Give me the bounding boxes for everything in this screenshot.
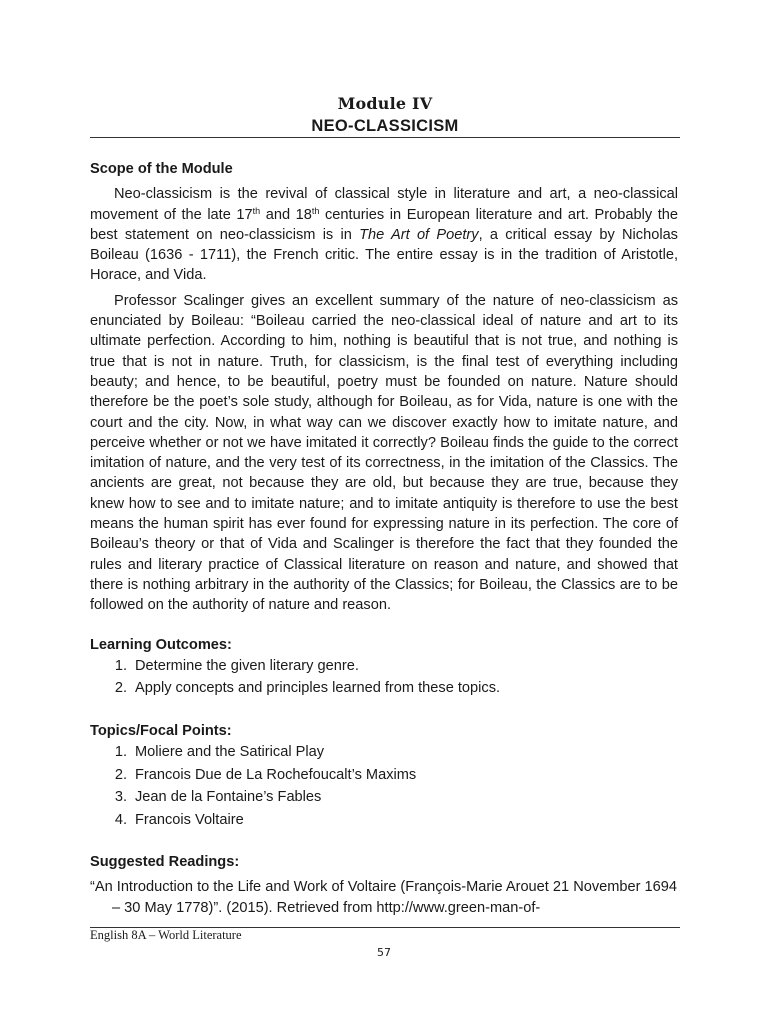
list-number: 3. xyxy=(114,789,127,806)
list-item xyxy=(90,655,678,678)
module-title: NEO-CLASSICISM xyxy=(311,117,459,135)
list-number: 4. xyxy=(114,811,127,828)
outcomes-list xyxy=(90,655,678,700)
reading-entry: “An Introduction to the Life and Work of Voltaire (François-Marie Arouet 21 November 1694 – 30 May 1778)”. (2015). Retrieved from http://www.green-man-of- xyxy=(90,879,678,916)
list-text: Francois Due de La Rochefoucalt’s Maxims xyxy=(135,766,417,783)
list-text: Apply concepts and principles learned from these topics. xyxy=(135,680,501,697)
list-text: Determine the given literary genre. xyxy=(135,657,359,674)
scope-p1-text-a: Neo-classicism is the revival of classical style in literature and art, a neo-classical movement of the late 17 xyxy=(90,186,678,223)
footer-course-label: English 8A – World Literature xyxy=(90,928,242,942)
scope-p1-text-d: , a critical essay by Nicholas Boileau (1636 - 1711), the French critic. The entire essay is in the tradition of Aristotle, Horace, and Vida. xyxy=(90,226,678,284)
readings-heading: Suggested Readings: xyxy=(90,854,240,871)
list-text: Jean de la Fontaine’s Fables xyxy=(135,789,322,806)
scope-paragraph-1 xyxy=(90,184,678,285)
list-item xyxy=(90,741,678,764)
list-number: 2. xyxy=(114,766,127,783)
list-item xyxy=(90,764,678,787)
module-label: Module IV xyxy=(337,94,433,113)
list-item xyxy=(90,809,678,832)
list-text: Francois Voltaire xyxy=(135,811,244,828)
scope-p1-text-c: centuries in European literature and art. Probably the best statement on neo-classicism is in xyxy=(90,206,678,243)
scope-p1-book-title: The Art of Poetry xyxy=(359,226,479,243)
list-number: 1. xyxy=(114,657,127,674)
title-divider xyxy=(90,137,680,138)
list-number: 2. xyxy=(114,680,127,697)
scope-paragraph-2: Professor Scalinger gives an excellent summary of the nature of neo-classicism as enunciated by Boileau: “Boileau carried the neo-classical ideal of nature and art to its ultimate perfection. According to him, nothing is beautiful that is not true, and nothing is true that is not in nature. Truth, for classicism, is the final test of everything including beauty; and hence, to be beautiful, poetry must be founded on nature. Nature should therefore be the poet’s sole study, although for Boileau, as for Vida, nature is one with the court and the city. Now, in what way can we discover exactly how to imitate nature, and perceive whether or not we have imitated it correctly? Boileau finds the guide to the correct imitation of nature, and the very test of its correctness, in the imitation of the Classics. The ancients are great, not because they are old, but because they are true, because they knew how to see and to imitate nature; and to imitate antiquity is therefore to use the best means the human spirit has ever found for expressing nature in its perfection. The core of Boileau’s theory or that of Vida and Scalinger is therefore the fact that they founded the rules and literary practice of Classical literature on reason and nature, and showed that there is nothing arbitrary in the authority of the Classics; for Boileau, the Classics are to be followed on the authority of nature and reason. xyxy=(90,292,678,614)
scope-p1-sup-1: th xyxy=(252,205,261,216)
topics-list xyxy=(90,741,678,831)
outcomes-heading: Learning Outcomes: xyxy=(90,636,232,653)
scope-heading: Scope of the Module xyxy=(90,161,233,177)
page-number: 57 xyxy=(377,946,391,959)
scope-p1-sup-2: th xyxy=(311,205,320,216)
main-content xyxy=(90,159,678,918)
list-item xyxy=(90,786,678,809)
list-item xyxy=(90,677,678,700)
title-block xyxy=(90,93,680,137)
scope-p1-text-b: and 18 xyxy=(260,206,312,223)
list-text: Moliere and the Satirical Play xyxy=(135,744,324,761)
list-number: 1. xyxy=(114,744,127,761)
topics-heading: Topics/Focal Points: xyxy=(90,722,232,739)
